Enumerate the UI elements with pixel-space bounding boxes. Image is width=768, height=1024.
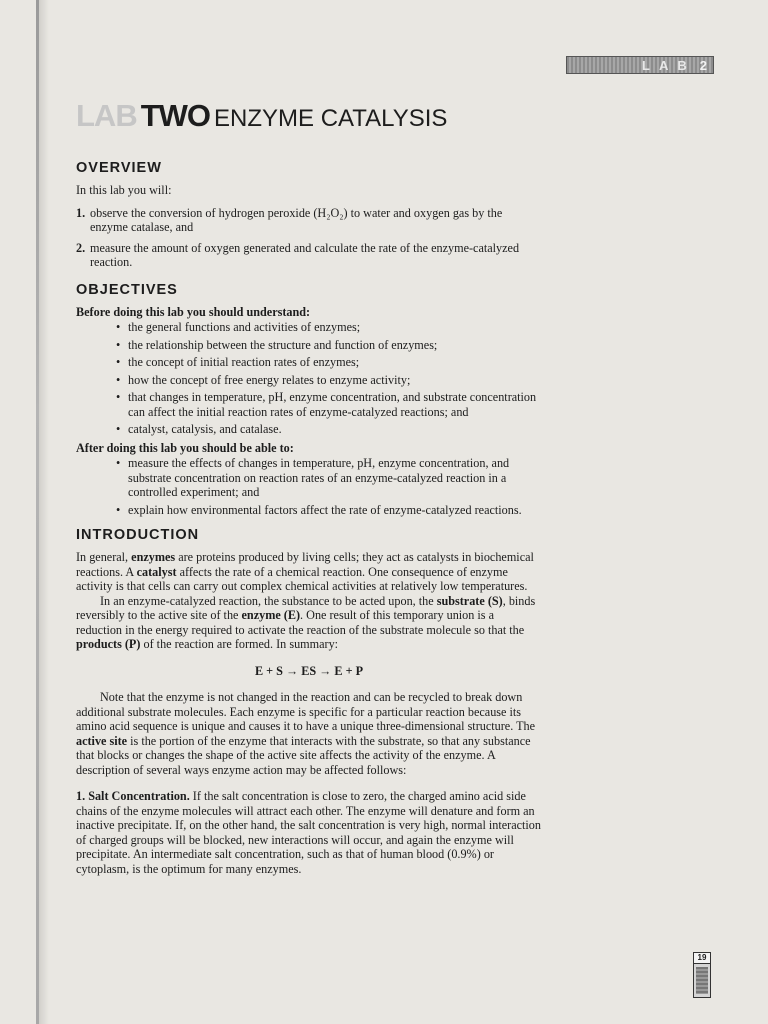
reaction-equation: E + S → ES → E + P: [254, 663, 364, 678]
page-number-box: [693, 952, 711, 998]
objectives-heading: OBJECTIVES: [76, 281, 178, 298]
term-active-site: active site: [76, 733, 128, 748]
intro-paragraph-1: [76, 550, 542, 594]
overview-intro: In this lab you will:: [76, 183, 172, 197]
list-item: • explain how environmental factors affect the rate of enzyme-catalyzed reactions.: [116, 503, 542, 518]
title-rest: ENZYME CATALYSIS: [214, 105, 448, 132]
text-run: is the portion of the enzyme that interacts with the substrate, so that any substance that blocks or changes the shape of the active site affects the activity of the enzyme. A description of several ways enzyme action may be affected follows:: [76, 733, 531, 777]
text-run: , binds reversibly to the active site of the: [76, 593, 536, 622]
term-enzymes: enzymes: [131, 550, 176, 564]
before-label: Before doing this lab you should understand:: [76, 304, 311, 319]
text-run: affects the rate of a chemical reaction. One consequence of enzyme activity is that cells can carry out complex chemical activities at relatively low temperatures.: [76, 564, 528, 593]
page-number-bar: [696, 967, 708, 994]
title-two: TWO: [140, 98, 211, 133]
salt-label: Salt Concentration.: [88, 789, 190, 803]
page-title: [76, 98, 447, 134]
lab-tab-label: LAB: [642, 58, 696, 73]
intro-paragraph-3: [76, 690, 542, 777]
after-list: [76, 456, 542, 517]
term-products: products (P): [76, 637, 141, 651]
term-substrate: substrate (S): [436, 593, 503, 608]
text-run: are proteins produced by living cells; they act as catalysts in biochemical reactions. A: [76, 550, 534, 579]
item-number: 2.: [76, 240, 86, 255]
text-run: In an enzyme-catalyzed reaction, the substance to be acted upon, the: [100, 593, 437, 608]
introduction-section: [76, 527, 542, 876]
after-label: After doing this lab you should be able to:: [76, 440, 294, 455]
text-run: . One result of this temporary union is a reduction in the energy required to activate the reaction of the substrate molecule so that the: [76, 608, 525, 637]
overview-heading: OVERVIEW: [76, 160, 162, 176]
list-item: • catalyst, catalysis, and catalase.: [116, 422, 542, 437]
list-item: • the relationship between the structure and function of enzymes;: [116, 338, 542, 353]
intro-paragraph-2: [76, 594, 542, 652]
term-catalyst: catalyst: [136, 564, 177, 579]
item-number: 1.: [76, 789, 86, 803]
list-item: • that changes in temperature, pH, enzyme concentration, and substrate concentration can affect the initial reaction rates of enzyme-catalyzed reactions; and: [116, 390, 542, 419]
main-content: [76, 160, 542, 876]
text-run: Note that the enzyme is not changed in the reaction and can be recycled to break down additional substrate molecules. Each enzyme is specific for a particular reaction because its amino acid sequence is unique and causes it to have a unique three-dimensional structure. The: [76, 690, 536, 733]
term-enzyme: enzyme (E): [241, 608, 301, 622]
list-item: [76, 241, 542, 270]
list-item: • the concept of initial reaction rates of enzymes;: [116, 355, 542, 370]
text-run: of the reaction are formed. In summary:: [140, 637, 339, 651]
title-lab: LAB: [76, 98, 137, 133]
item-text: measure the amount of oxygen generated and calculate the rate of the enzyme-catalyzed reaction.: [90, 240, 520, 269]
salt-text: If the salt concentration is close to zero, the charged amino acid side chains of the enzyme molecules will attract each other. The enzyme will denature and form an inactive precipitate. If, on the other hand, the salt concentration is very high, normal interaction of charged groups will be blocked, new interactions will occur, and again the enzyme will precipitate. An intermediate salt concentration, such as that of human blood (0.9%) or cytoplasm, is the optimum for many enzymes.: [76, 789, 541, 876]
page-binding-shadow: [39, 0, 49, 1024]
list-item: [76, 206, 542, 235]
salt-concentration-item: [76, 789, 542, 876]
introduction-heading: INTRODUCTION: [76, 527, 200, 543]
overview-section: [76, 160, 542, 270]
before-list: [76, 320, 542, 437]
item-number: 1.: [76, 205, 86, 220]
item-text: observe the conversion of hydrogen peroxide (H₂O₂) to water and oxygen gas by the enzyme catalase, and: [90, 205, 503, 234]
list-item: • the general functions and activities of enzymes;: [116, 320, 542, 335]
text-run: In general,: [76, 550, 132, 564]
objectives-section: [76, 282, 542, 518]
lab-tab: [566, 56, 714, 74]
lab-tab-number: 2: [699, 58, 707, 73]
list-item: • how the concept of free energy relates to enzyme activity;: [116, 373, 542, 388]
overview-list: [76, 206, 542, 270]
page-number: 19: [694, 953, 710, 964]
list-item: • measure the effects of changes in temperature, pH, enzyme concentration, and substrate concentration on reaction rates of an enzyme-catalyzed reaction in a controlled experiment; and: [116, 456, 542, 500]
